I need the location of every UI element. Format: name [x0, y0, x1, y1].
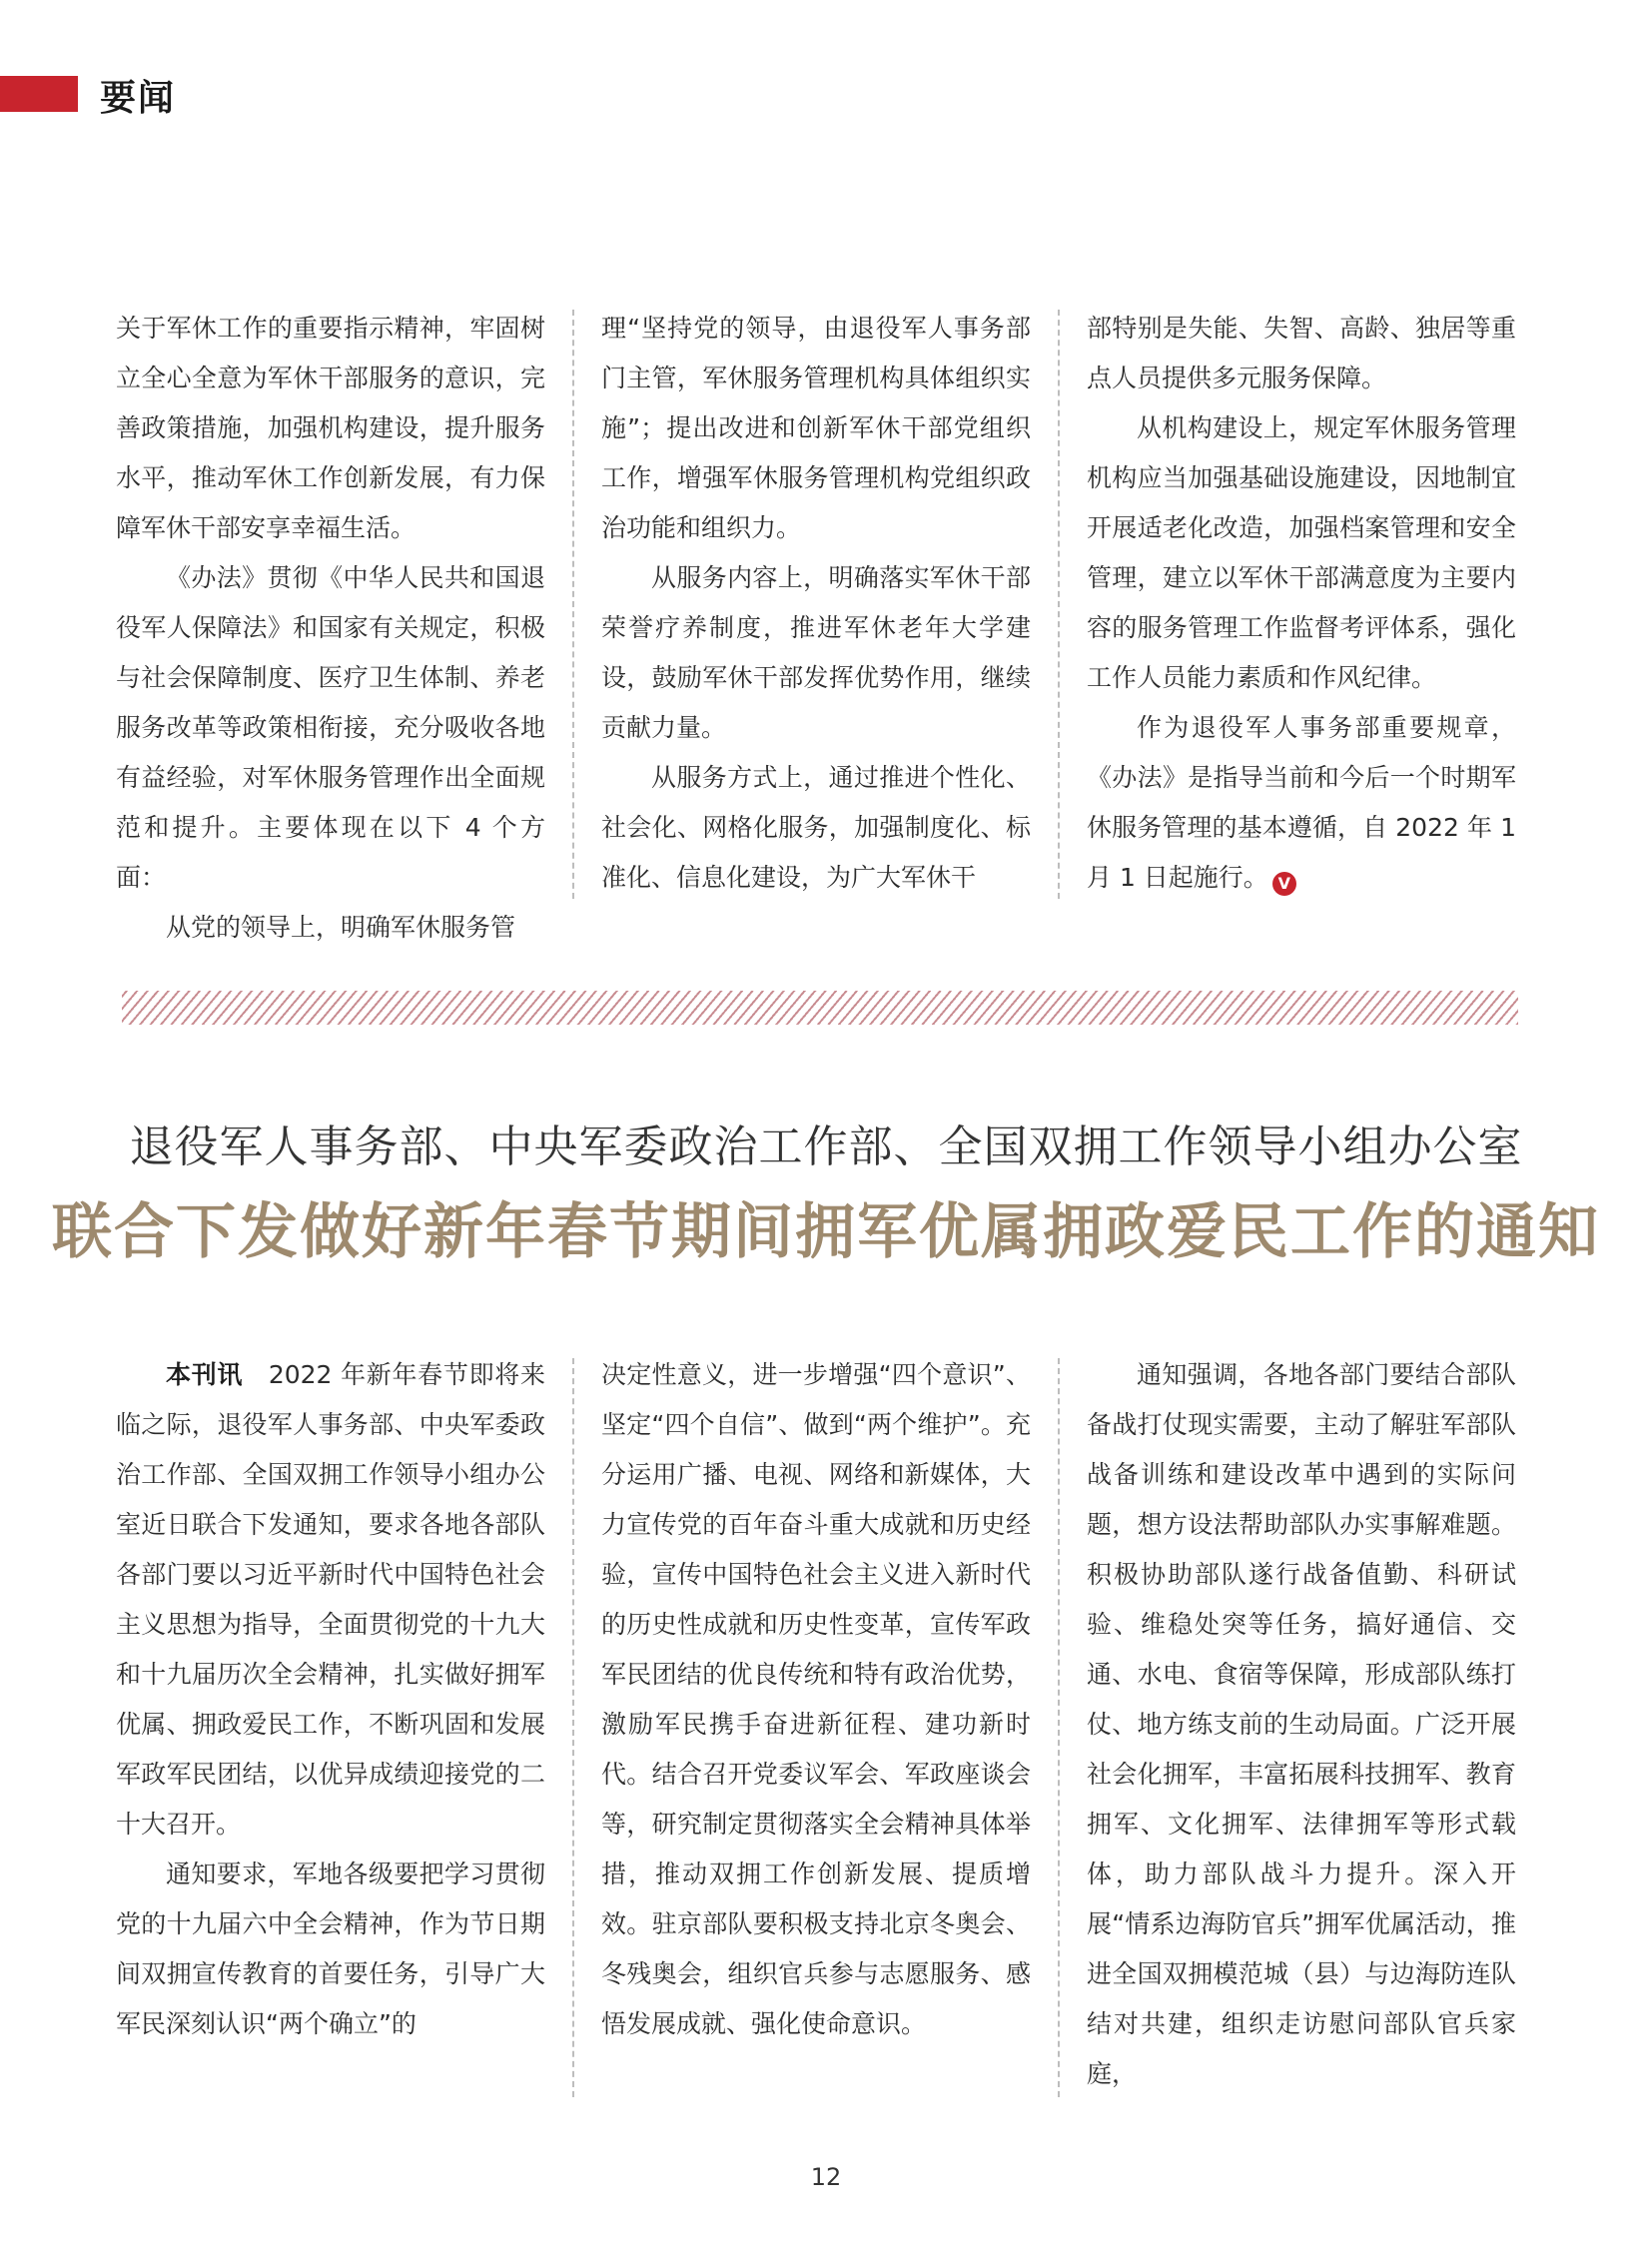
bottom-article-body — [116, 1350, 1516, 2109]
column-divider — [1058, 310, 1060, 899]
column-divider — [572, 1358, 574, 2097]
paragraph: 决定性意义，进一步增强“四个意识”、坚定“四个自信”、做到“两个维护”。充分运用广播、电视、网络和新媒体，大力宣传党的百年奋斗重大成就和历史经验，宣传中国特色社会主义进入新时代的历史性成就和历史性变革，宣传军政军民团结的优良传统和特有政治优势，激励军民携手奋进新征程、建功新时代。结合召开党委议军会、军政座谈会等，研究制定贯彻落实全会精神具体举措，推动双拥工作创新发展、提质增效。驻京部队要积极支持北京冬奥会、冬残奥会，组织官兵参与志愿服务、感悟发展成就、强化使命意识。 — [601, 1360, 1031, 2038]
paragraph: 《办法》贯彻《中华人民共和国退役军人保障法》和国家有关规定，积极与社会保障制度、医疗卫生体制、养老服务改革等政策相衔接，充分吸收各地有益经验，对军休服务管理作出全面规范和提升。主要体现在以下 4 个方面： — [116, 563, 545, 892]
paragraph: 通知强调，各地各部门要结合部队备战打仗现实需要，主动了解驻军部队战备训练和建设改革中遇到的实际问题，想方设法帮助部队办实事解难题。积极协助部队遂行战备值勤、科研试验、维稳处突等任务，搞好通信、交通、水电、食宿等保障，形成部队练打仗、地方练支前的生动局面。广泛开展社会化拥军，丰富拓展科技拥军、教育拥军、文化拥军、法律拥军等形式载体，助力部队战斗力提升。深入开展“情系边海防官兵”拥军优属活动，推进全国双拥模范城（县）与边海防连队结对共建，组织走访慰问部队官兵家庭， — [1087, 1360, 1516, 2088]
paragraph: 从服务方式上，通过推进个性化、社会化、网格化服务，加强制度化、标准化、信息化建设，为广大军休干 — [601, 763, 1031, 892]
article-subhead: 退役军人事务部、中央军委政治工作部、全国双拥工作领导小组办公室 — [129, 1121, 1523, 1172]
paragraph: 部特别是失能、失智、高龄、独居等重点人员提供多元服务保障。 — [1087, 314, 1516, 392]
column-divider — [1058, 1358, 1060, 2097]
paragraph-text: 作为退役军人事务部重要规章，《办法》是指导当前和今后一个时期军休服务管理的基本遵循，自 2022 年 1 月 1 日起施行。 — [1087, 713, 1516, 892]
paragraph — [1087, 703, 1516, 903]
lead-label: 本刊讯 — [166, 1360, 244, 1389]
paragraph: 关于军休工作的重要指示精神，牢固树立全心全意为军休干部服务的意识，完善政策措施，加强机构建设，提升服务水平，推动军休工作创新发展，有力保障军休干部安享幸福生活。 — [116, 314, 545, 542]
paragraph-text: 2022 年新年春节即将来临之际，退役军人事务部、中央军委政治工作部、全国双拥工作领导小组办公室近日联合下发通知，要求各地各部队各部门要以习近平新时代中国特色社会主义思想为指导，全面贯彻党的十九大和十九届历次全会精神，扎实做好拥军优属、拥政爱民工作，不断巩固和发展军政军民团结，以优异成绩迎接党的二十大召开。 — [116, 1360, 545, 1839]
top-article-column-1 — [116, 304, 545, 942]
section-label: 要闻 — [100, 78, 177, 119]
top-article-column-3 — [1087, 304, 1516, 903]
paragraph: 从服务内容上，明确落实军休干部荣誉疗养制度，推进军休老年大学建设，鼓励军休干部发挥优势作用，继续贡献力量。 — [601, 563, 1031, 742]
section-color-bar — [0, 76, 78, 112]
paragraph: 通知要求，军地各级要把学习贯彻党的十九届六中全会精神，作为节日期间双拥宣传教育的首要任务，引导广大军民深刻认识“两个确立”的 — [116, 1860, 545, 2038]
hatched-separator — [122, 991, 1518, 1025]
paragraph — [116, 1350, 545, 1850]
end-of-article-icon: V — [1272, 872, 1296, 896]
paragraph: 从机构建设上，规定军休服务管理机构应当加强基础设施建设，因地制宜开展适老化改造，加强档案管理和安全管理，建立以军休干部满意度为主要内容的服务管理工作监督考评体系，强化工作人员能力素质和作风纪律。 — [1087, 413, 1516, 692]
page-number: 12 — [810, 2163, 842, 2191]
column-divider — [572, 310, 574, 899]
bottom-article-column-3 — [1087, 1350, 1516, 2109]
paragraph: 从党的领导上，明确军休服务管 — [166, 913, 516, 942]
bottom-article-column-2 — [601, 1350, 1031, 2109]
top-article-body — [116, 304, 1516, 942]
paragraph: 理“坚持党的领导，由退役军人事务部门主管，军休服务管理机构具体组织实施”；提出改进和创新军休干部党组织工作，增强军休服务管理机构党组织政治功能和组织力。 — [601, 314, 1031, 542]
article-headline: 联合下发做好新年春节期间拥军优属拥政爱民工作的通知 — [52, 1197, 1600, 1267]
top-article-column-2 — [601, 304, 1031, 903]
bottom-article-column-1 — [116, 1350, 545, 2109]
